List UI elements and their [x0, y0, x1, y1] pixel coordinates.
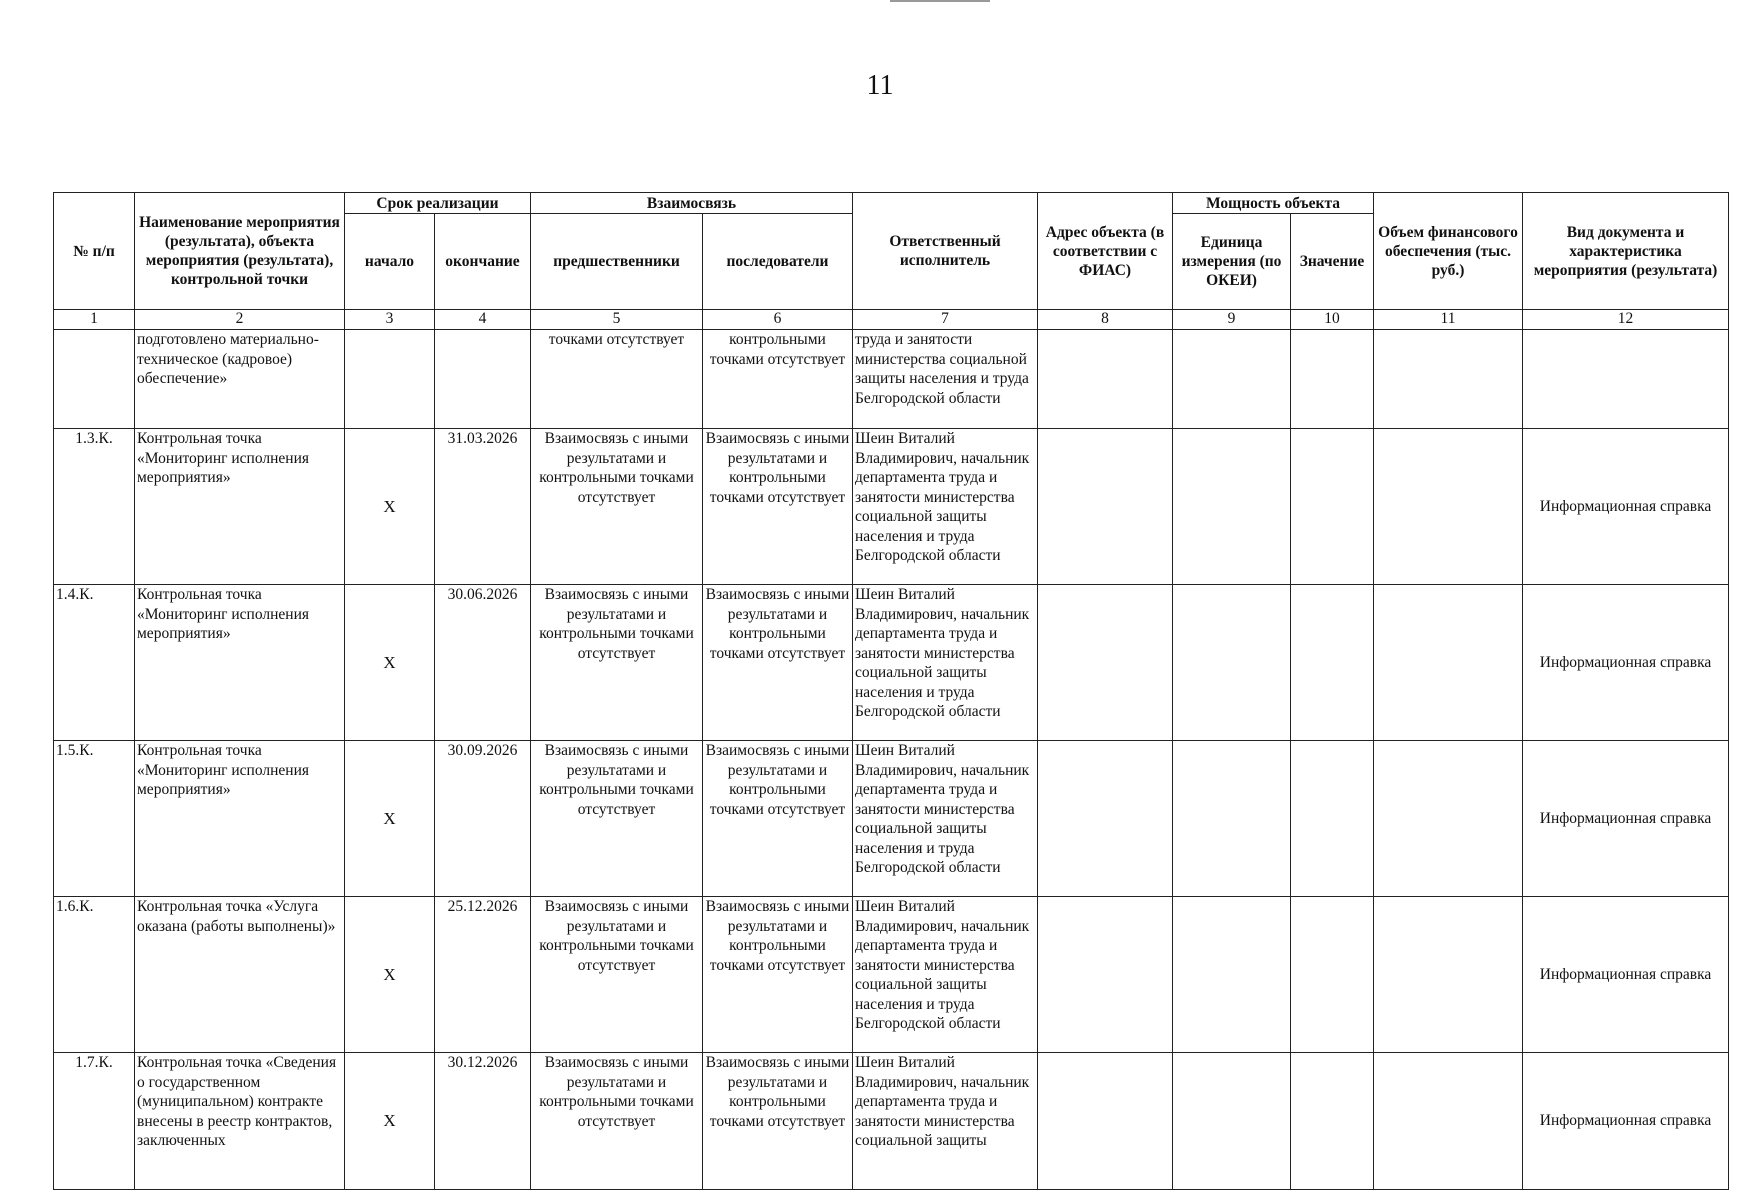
cell-unit — [1173, 741, 1291, 897]
cell-succ: Взаимосвязь с иными результатами и контрольными точками отсутствует — [703, 897, 853, 1053]
header-finance: Объем финансового обеспечения (тыс. руб.) — [1374, 193, 1523, 310]
cell-num: 1.6.К. — [54, 897, 135, 1053]
cell-pred: Взаимосвязь с иными результатами и контрольными точками отсутствует — [531, 741, 703, 897]
cell-finance — [1374, 429, 1523, 585]
cell-succ: Взаимосвязь с иными результатами и контрольными точками отсутствует — [703, 429, 853, 585]
cell-unit — [1173, 585, 1291, 741]
cell-responsible: Шеин Виталий Владимирович, начальник департамента труда и занятости министерства социальной защиты населения и труда Белгородской области — [853, 741, 1038, 897]
cell-num: 1.5.К. — [54, 741, 135, 897]
top-edge-mark — [890, 0, 990, 2]
cell-responsible: Шеин Виталий Владимирович, начальник департамента труда и занятости министерства социальной защиты — [853, 1053, 1038, 1190]
cell-pred: точками отсутствует — [531, 330, 703, 429]
col-number: 8 — [1038, 310, 1173, 330]
cell-end: 31.03.2026 — [435, 429, 531, 585]
cell-unit — [1173, 330, 1291, 429]
cell-start: X — [345, 429, 435, 585]
table-row — [54, 897, 1729, 1053]
plan-table — [53, 192, 1729, 1190]
cell-succ: контрольными точками отсутствует — [703, 330, 853, 429]
header-row-1 — [54, 193, 1729, 214]
table-row — [54, 1053, 1729, 1190]
cell-value — [1291, 429, 1374, 585]
cell-succ: Взаимосвязь с иными результатами и контрольными точками отсутствует — [703, 741, 853, 897]
header-succ: последователи — [703, 214, 853, 310]
cell-num — [54, 330, 135, 429]
cell-end — [435, 330, 531, 429]
cell-name: Контрольная точка «Сведения о государственном (муниципальном) контракте внесены в реестр контрактов, заключенных — [135, 1053, 345, 1190]
cell-responsible: Шеин Виталий Владимирович, начальник департамента труда и занятости министерства социальной защиты населения и труда Белгородской области — [853, 429, 1038, 585]
col-number: 4 — [435, 310, 531, 330]
cell-name: Контрольная точка «Услуга оказана (работы выполнены)» — [135, 897, 345, 1053]
header-value: Значение — [1291, 214, 1374, 310]
header-doc: Вид документа и характеристика мероприятия (результата) — [1523, 193, 1729, 310]
cell-finance — [1374, 330, 1523, 429]
cell-start: X — [345, 897, 435, 1053]
cell-address — [1038, 1053, 1173, 1190]
col-number: 7 — [853, 310, 1038, 330]
cell-end: 30.12.2026 — [435, 1053, 531, 1190]
cell-num: 1.3.К. — [54, 429, 135, 585]
cell-start: X — [345, 741, 435, 897]
header-responsible: Ответственный исполнитель — [853, 193, 1038, 310]
cell-address — [1038, 897, 1173, 1053]
col-number: 5 — [531, 310, 703, 330]
cell-num: 1.4.К. — [54, 585, 135, 741]
col-number: 1 — [54, 310, 135, 330]
cell-end: 25.12.2026 — [435, 897, 531, 1053]
header-name: Наименование мероприятия (результата), объекта мероприятия (результата), контрольной точки — [135, 193, 345, 310]
cell-value — [1291, 330, 1374, 429]
cell-responsible: труда и занятости министерства социальной защиты населения и труда Белгородской области — [853, 330, 1038, 429]
header-address: Адрес объекта (в соответствии с ФИАС) — [1038, 193, 1173, 310]
col-number: 9 — [1173, 310, 1291, 330]
cell-address — [1038, 585, 1173, 741]
cell-address — [1038, 429, 1173, 585]
col-number: 3 — [345, 310, 435, 330]
cell-unit — [1173, 1053, 1291, 1190]
cell-address — [1038, 741, 1173, 897]
cell-finance — [1374, 897, 1523, 1053]
cell-start: X — [345, 585, 435, 741]
cell-pred: Взаимосвязь с иными результатами и контрольными точками отсутствует — [531, 429, 703, 585]
header-pred: предшественники — [531, 214, 703, 310]
cell-unit — [1173, 429, 1291, 585]
column-number-row — [54, 310, 1729, 330]
header-power-group: Мощность объекта — [1173, 193, 1374, 214]
cell-finance — [1374, 1053, 1523, 1190]
cell-doc — [1523, 330, 1729, 429]
cell-doc: Информационная справка — [1523, 429, 1729, 585]
cell-address — [1038, 330, 1173, 429]
cell-num: 1.7.К. — [54, 1053, 135, 1190]
header-start: начало — [345, 214, 435, 310]
cell-succ: Взаимосвязь с иными результатами и контрольными точками отсутствует — [703, 585, 853, 741]
col-number: 12 — [1523, 310, 1729, 330]
cell-value — [1291, 585, 1374, 741]
cell-responsible: Шеин Виталий Владимирович, начальник департамента труда и занятости министерства социальной защиты населения и труда Белгородской области — [853, 585, 1038, 741]
cell-unit — [1173, 897, 1291, 1053]
cell-end: 30.09.2026 — [435, 741, 531, 897]
header-link-group: Взаимосвязь — [531, 193, 853, 214]
header-num: № п/п — [54, 193, 135, 310]
header-end: окончание — [435, 214, 531, 310]
cell-pred: Взаимосвязь с иными результатами и контрольными точками отсутствует — [531, 585, 703, 741]
cell-end: 30.06.2026 — [435, 585, 531, 741]
col-number: 2 — [135, 310, 345, 330]
table-row — [54, 741, 1729, 897]
col-number: 6 — [703, 310, 853, 330]
cell-value — [1291, 897, 1374, 1053]
table-row — [54, 429, 1729, 585]
cell-succ: Взаимосвязь с иными результатами и контрольными точками отсутствует — [703, 1053, 853, 1190]
cell-pred: Взаимосвязь с иными результатами и контрольными точками отсутствует — [531, 1053, 703, 1190]
header-unit: Единица измерения (по ОКЕИ) — [1173, 214, 1291, 310]
cell-doc: Информационная справка — [1523, 741, 1729, 897]
cell-value — [1291, 1053, 1374, 1190]
page-number: 11 — [866, 70, 894, 101]
cell-start: X — [345, 1053, 435, 1190]
cell-finance — [1374, 741, 1523, 897]
table-row — [54, 330, 1729, 429]
cell-name: Контрольная точка «Мониторинг исполнения мероприятия» — [135, 585, 345, 741]
header-term-group: Срок реализации — [345, 193, 531, 214]
cell-pred: Взаимосвязь с иными результатами и контрольными точками отсутствует — [531, 897, 703, 1053]
cell-name: подготовлено материально-техническое (кадровое) обеспечение» — [135, 330, 345, 429]
cell-name: Контрольная точка «Мониторинг исполнения мероприятия» — [135, 429, 345, 585]
cell-doc: Информационная справка — [1523, 585, 1729, 741]
cell-name: Контрольная точка «Мониторинг исполнения мероприятия» — [135, 741, 345, 897]
col-number: 11 — [1374, 310, 1523, 330]
cell-value — [1291, 741, 1374, 897]
table-row — [54, 585, 1729, 741]
cell-start — [345, 330, 435, 429]
cell-doc: Информационная справка — [1523, 897, 1729, 1053]
col-number: 10 — [1291, 310, 1374, 330]
cell-doc: Информационная справка — [1523, 1053, 1729, 1190]
cell-responsible: Шеин Виталий Владимирович, начальник департамента труда и занятости министерства социальной защиты населения и труда Белгородской области — [853, 897, 1038, 1053]
cell-finance — [1374, 585, 1523, 741]
